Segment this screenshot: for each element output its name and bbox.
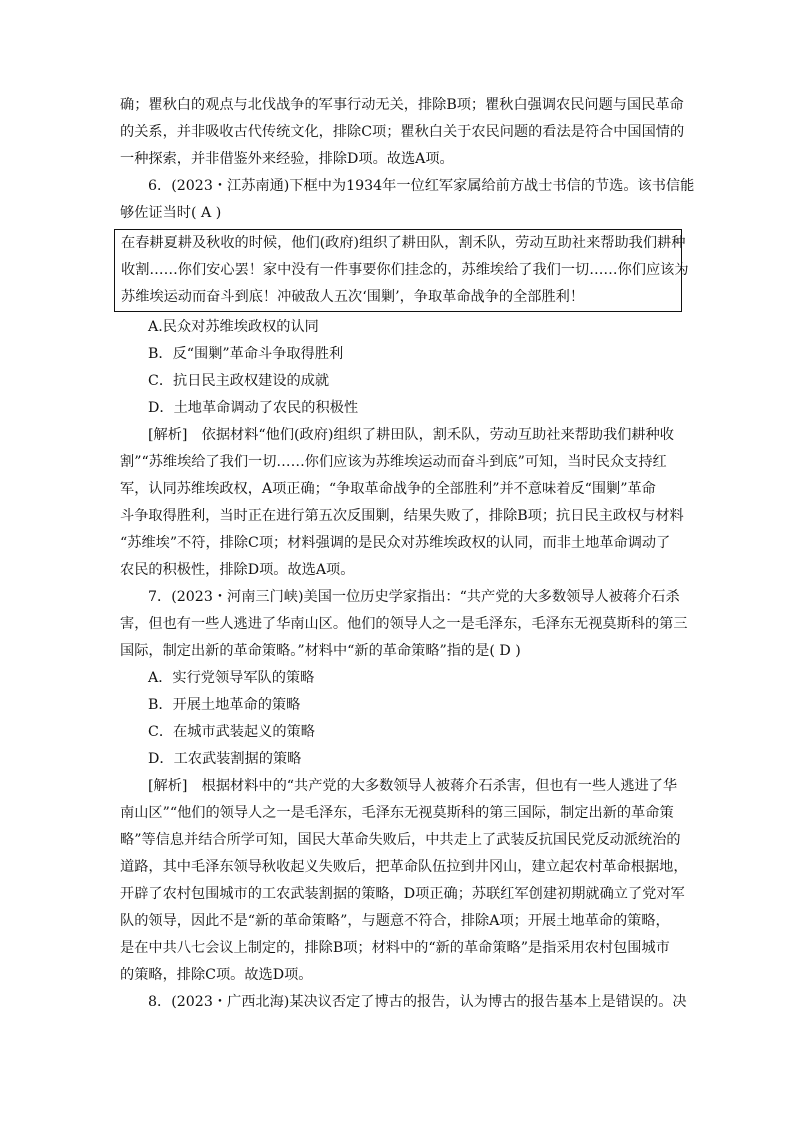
option-c: C．抗日民主政权建设的成就	[148, 373, 330, 389]
option-a: A.民众对苏维埃政权的认同	[148, 319, 319, 335]
question-6-stem	[120, 173, 695, 227]
text-line: 的策略，排除C项。故选D项。	[120, 967, 313, 983]
text-line: 是在中共八七会议上制定的，排除B项；材料中的“新的革命策略”是指采用农村包围城市	[120, 940, 670, 956]
text-line: 一种探索，并非借鉴外来经验，排除D项。故选A项。	[120, 151, 454, 167]
text-line: 害，但也有一些人逃进了华南山区。他们的领导人之一是毛泽东，毛泽东无视莫斯科的第三	[120, 616, 688, 632]
option-d: D．土地革命调动了农民的积极性	[148, 400, 359, 416]
text-line: 6．(2023・江苏南通)下框中为1934年一位红军家属给前方战士书信的节选。该书信能	[148, 178, 695, 194]
option-b: B．开展土地革命的策略	[148, 697, 301, 713]
question-8-stem	[120, 989, 687, 1016]
question-6-analysis	[120, 422, 684, 584]
text-line: 8．(2023・广西北海)某决议否定了博古的报告，认为博古的报告基本上是错误的。决	[148, 994, 687, 1010]
text-line: 队的领导，因此不是“新的革命策略”，与题意不符合，排除A项；开展土地革命的策略，	[120, 913, 670, 929]
text-line: 确；瞿秋白的观点与北伐战争的军事行动无关，排除B项；瞿秋白强调农民问题与国民革命	[120, 97, 684, 113]
text-line: 开辟了农村包围城市的工农武装割据的策略，D项正确；苏联红军创建初期就确立了党对军	[120, 886, 685, 902]
text-line: 割”“苏维埃给了我们一切……你们应该为苏维埃运动而奋斗到底”可知，当时民众支持红	[120, 454, 667, 470]
text-line: 的关系，并非吸收古代传统文化，排除C项；瞿秋白关于农民问题的看法是符合中国国情的	[120, 124, 685, 140]
text-line: 略”等信息并结合所学可知，国民大革命失败后，中共走上了武装反抗国民党反动派统治的	[120, 832, 681, 848]
text-line: [解析] 根据材料中的“共产党的大多数领导人被蒋介石杀害，但也有一些人逃进了华	[148, 778, 678, 794]
question-7-analysis	[120, 773, 688, 989]
text-line: 收割……你们安心罢！家中没有一件事要你们挂念的，苏维埃给了我们一切……你们应该为	[121, 262, 689, 278]
text-line: 斗争取得胜利，当时正在进行第五次反围剿，结果失败了，排除B项；抗日民主政权与材料	[120, 508, 684, 524]
text-line: 7．(2023・河南三门峡)美国一位历史学家指出：“共产党的大多数领导人被蒋介石杀	[148, 589, 680, 605]
text-line: 够佐证当时( A )	[120, 205, 222, 221]
option-d: D．工农武装割据的策略	[148, 751, 302, 767]
option-b: B．反“围剿”革命斗争取得胜利	[148, 346, 344, 362]
text-line: [解析] 依据材料“他们(政府)组织了耕田队，割禾队，劳动互助社来帮助我们耕种收	[148, 427, 674, 443]
question-6-material-box	[114, 229, 689, 312]
option-c: C．在城市武装起义的策略	[148, 724, 315, 740]
text-line: “苏维埃”不符，排除C项；材料强调的是民众对苏维埃政权的认同，而非土地革命调动了	[120, 535, 671, 551]
option-a: A．实行党领导军队的策略	[148, 670, 315, 686]
document-page	[120, 92, 695, 1016]
text-line: 国际，制定出新的革命策略。”材料中“新的革命策略”指的是( D )	[120, 643, 521, 659]
text-line: 军，认同苏维埃政权，A项正确；“争取革命战争的全部胜利”并不意味着反“围剿”革命	[120, 481, 656, 497]
question-7-options	[120, 665, 676, 773]
text-line: 农民的积极性，排除D项。故选A项。	[120, 562, 355, 578]
previous-analysis-tail	[120, 92, 685, 173]
question-6-options	[120, 314, 676, 422]
question-7-stem	[120, 584, 688, 665]
text-line: 苏维埃运动而奋斗到底！冲破敌人五次‘围剿’，争取革命战争的全部胜利！	[121, 289, 585, 305]
text-line: 在春耕夏耕及秋收的时候，他们(政府)组织了耕田队，割禾队，劳动互助社来帮助我们耕种	[121, 235, 686, 251]
text-line: 南山区”“他们的领导人之一是毛泽东，毛泽东无视莫斯科的第三国际，制定出新的革命策	[120, 805, 674, 821]
text-line: 道路，其中毛泽东领导秋收起义失败后，把革命队伍拉到井冈山，建立起农村革命根据地，	[120, 859, 688, 875]
